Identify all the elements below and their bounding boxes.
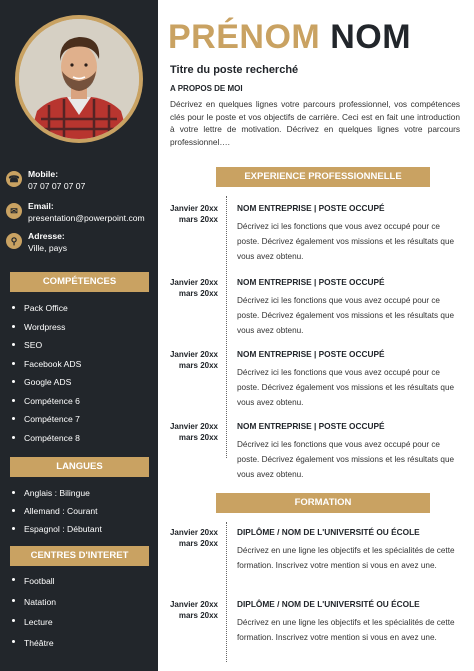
- date-end: mars 20xx: [178, 289, 218, 298]
- email-value[interactable]: presentation@powerpoint.com: [28, 213, 145, 223]
- contact-mobile: [6, 168, 156, 192]
- experience-heading: EXPERIENCE PROFESSIONNELLE: [216, 167, 430, 187]
- email-label: Email:: [28, 201, 54, 211]
- interests-list: [12, 571, 56, 653]
- list-item: Facebook ADS: [12, 355, 81, 374]
- date-start: Janvier 20xx: [169, 528, 218, 537]
- profile-photo: [19, 19, 139, 139]
- languages-list: [12, 484, 102, 538]
- experience-title-3: NOM ENTREPRISE | POSTE OCCUPÉ: [237, 349, 385, 359]
- education-date-1: [160, 527, 218, 549]
- list-item: Espagnol : Débutant: [12, 520, 102, 538]
- experience-desc-1: Décrivez ici les fonctions que vous avez occupé pour ce poste. Décrivez également vos missions et les résultats que vous avez obtenu.: [237, 222, 455, 261]
- experience-date-1: [160, 203, 218, 225]
- education-desc-2: Décrivez en une ligne les objectifs et les spécialités de cette formation. Inscrivez votre mention si vous en avez une.: [237, 618, 455, 642]
- date-start: Janvier 20xx: [169, 422, 218, 431]
- portrait-illustration: [19, 19, 139, 139]
- last-name: NOM: [330, 18, 412, 56]
- experience-desc-4: Décrivez ici les fonctions que vous avez occupé pour ce poste. Décrivez également vos missions et les résultats que vous avez obtenu.: [237, 440, 455, 479]
- experience-title-4: NOM ENTREPRISE | POSTE OCCUPÉ: [237, 421, 385, 431]
- list-item: Anglais : Bilingue: [12, 484, 102, 502]
- skills-heading: COMPÉTENCES: [10, 272, 149, 292]
- list-item: Théâtre: [12, 633, 56, 654]
- education-title-2: DIPLÔME / NOM DE L'UNIVERSITÉ OU ÉCOLE: [237, 599, 420, 609]
- date-end: mars 20xx: [178, 361, 218, 370]
- list-item: Natation: [12, 592, 56, 613]
- about-heading: A PROPOS DE MOI: [170, 84, 243, 93]
- phone-icon: ☎: [6, 171, 22, 187]
- date-end: mars 20xx: [178, 215, 218, 224]
- date-end: mars 20xx: [178, 539, 218, 548]
- experience-desc-3: Décrivez ici les fonctions que vous avez occupé pour ce poste. Décrivez également vos missions et les résultats que vous avez obtenu.: [237, 368, 455, 407]
- experience-date-2: [160, 277, 218, 299]
- experience-title-2: NOM ENTREPRISE | POSTE OCCUPÉ: [237, 277, 385, 287]
- mobile-value: 07 07 07 07 07: [28, 181, 86, 191]
- envelope-icon: ✉: [6, 203, 22, 219]
- list-item: SEO: [12, 336, 81, 355]
- profile-photo-frame: [15, 15, 143, 143]
- contact-email: [6, 200, 156, 224]
- date-start: Janvier 20xx: [169, 204, 218, 213]
- list-item: Lecture: [12, 612, 56, 633]
- languages-heading: LANGUES: [10, 457, 149, 477]
- education-timeline: [226, 522, 227, 662]
- experience-date-3: [160, 349, 218, 371]
- list-item: Allemand : Courant: [12, 502, 102, 520]
- date-end: mars 20xx: [178, 611, 218, 620]
- education-desc-1: Décrivez en une ligne les objectifs et les spécialités de cette formation. Inscrivez votre mention si vous en avez une.: [237, 546, 455, 570]
- education-date-2: [160, 599, 218, 621]
- education-heading: FORMATION: [216, 493, 430, 513]
- date-start: Janvier 20xx: [169, 350, 218, 359]
- first-name: PRÉNOM: [168, 18, 321, 56]
- list-item: Compétence 7: [12, 410, 81, 429]
- experience-date-4: [160, 421, 218, 443]
- experience-title-1: NOM ENTREPRISE | POSTE OCCUPÉ: [237, 203, 385, 213]
- location-pin-icon: ⚲: [6, 233, 22, 249]
- experience-desc-2: Décrivez ici les fonctions que vous avez occupé pour ce poste. Décrivez également vos missions et les résultats que vous avez obtenu.: [237, 296, 455, 335]
- date-start: Janvier 20xx: [169, 278, 218, 287]
- contact-address: [6, 230, 156, 254]
- list-item: Compétence 8: [12, 429, 81, 448]
- interests-heading: CENTRES D'INTERET: [10, 546, 149, 566]
- list-item: Google ADS: [12, 373, 81, 392]
- full-name: [168, 18, 411, 57]
- experience-timeline: [226, 196, 227, 458]
- list-item: Compétence 6: [12, 392, 81, 411]
- list-item: Pack Office: [12, 299, 81, 318]
- education-title-1: DIPLÔME / NOM DE L'UNIVERSITÉ OU ÉCOLE: [237, 527, 420, 537]
- sidebar: [0, 0, 158, 671]
- date-start: Janvier 20xx: [169, 600, 218, 609]
- mobile-label: Mobile:: [28, 169, 59, 179]
- list-item: Wordpress: [12, 318, 81, 337]
- address-value: Ville, pays: [28, 243, 68, 253]
- job-title: Titre du poste recherché: [170, 64, 299, 76]
- list-item: Football: [12, 571, 56, 592]
- date-end: mars 20xx: [178, 433, 218, 442]
- skills-list: [12, 299, 81, 447]
- address-label: Adresse:: [28, 231, 65, 241]
- about-text: Décrivez en quelques lignes votre parcours professionnel, vos compétences clés pour le poste et vos objectifs de carrière. Ceci est en fait une introduction à votre lettre de motivation. Décrivez en quelques lignes votre parcours professionnel….: [170, 99, 460, 147]
